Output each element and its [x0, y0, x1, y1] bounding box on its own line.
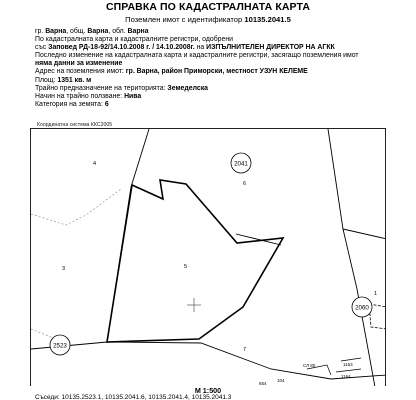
order-value: Заповед РД-18-92/14.10.2008 г. / 14.10.2008г.	[48, 44, 195, 52]
area-line: Площ: 1351 кв. м	[35, 76, 92, 84]
last-change-label: Последно изменение на кадастралната карта и кадастралните регистри, засягащо поземления имот	[35, 52, 359, 60]
map-drawing	[31, 129, 386, 386]
coordinate-system: Координатна система ККС2005	[37, 122, 113, 128]
small-feature-2	[341, 358, 361, 361]
parcel-label-7: 7	[243, 347, 247, 353]
registry-line: По кадастралната карта и кадастралните регистри, одобрени	[35, 36, 233, 44]
identifier-line	[0, 15, 416, 24]
category-value: 6	[104, 100, 109, 108]
parcel-label-4: 4	[93, 161, 97, 167]
map-annotation-5: 654	[259, 381, 267, 386]
map-annotation-1: СЛ 80	[303, 363, 316, 368]
region: Варна	[127, 28, 149, 35]
map-annotation-4: 104	[277, 378, 285, 383]
property-details	[35, 28, 412, 109]
boundary-line-left	[107, 129, 149, 342]
address-line: Адрес на поземления имот: гр. Варна, район Приморски, местност УЗУН КЕЛЕМЕ	[35, 68, 308, 76]
boundary-line-right	[328, 129, 378, 386]
purpose-line: Трайно предназначение на територията: Земеделска	[35, 84, 208, 92]
document-title: СПРАВКА ПО КАДАСТРАЛНАТА КАРТА	[105, 1, 311, 13]
badge-2060: 2060	[355, 304, 369, 312]
map-annotation-3: 1164	[341, 374, 351, 379]
purpose-value: Земеделска	[167, 84, 208, 92]
order-by: ИЗПЪЛНИТЕЛЕН ДИРЕКТОР НА АГКК	[206, 44, 335, 52]
parcel-label-6: 6	[243, 181, 247, 187]
area-value: 1351 кв. м	[57, 76, 92, 84]
municipality: Варна	[87, 28, 109, 35]
dashed-boundary	[31, 189, 121, 225]
badge-2523: 2523	[53, 342, 67, 350]
parcel-label-5: 5	[184, 264, 188, 270]
last-change-value: няма данни за изменение	[35, 60, 123, 68]
order-line: със Заповед РД-18-92/14.10.2008 г. / 14.10.2008г. на ИЗПЪЛНИТЕЛЕН ДИРЕКТОР НА АГКК	[35, 44, 335, 52]
identifier-label: Поземлен имот с идентификатор	[125, 15, 243, 24]
map-annotation-2: 1163	[343, 362, 353, 367]
address-value: гр. Варна, район Приморски, местност УЗУН КЕЛЕМЕ	[125, 68, 308, 76]
boundary-line-right-2	[343, 229, 386, 239]
dashed-boundary-2	[31, 329, 56, 339]
identifier-value: 10135.2041.5	[244, 15, 291, 24]
small-feature-3	[336, 369, 361, 372]
city: Варна	[45, 28, 67, 35]
category-line: Категория на земята: 6	[35, 100, 109, 108]
neighbors-line: Съседи: 10135.2523.1, 10135.2041.6, 10135.2041.4, 10135.2041.3	[35, 394, 232, 400]
cadastral-map[interactable]	[30, 128, 386, 386]
usage-value: Нива	[124, 92, 142, 100]
parcel-label-1: 1	[374, 291, 378, 297]
parcel-label-3: 3	[62, 266, 66, 272]
subject-parcel-outline[interactable]	[107, 180, 283, 342]
map-scale: М 1:500	[194, 386, 222, 395]
badge-2041: 2041	[234, 160, 248, 168]
usage-line: Начин на трайно ползване: Нива	[35, 92, 142, 100]
location-line: гр. Варна, общ. Варна, обл. Варна	[35, 28, 149, 35]
